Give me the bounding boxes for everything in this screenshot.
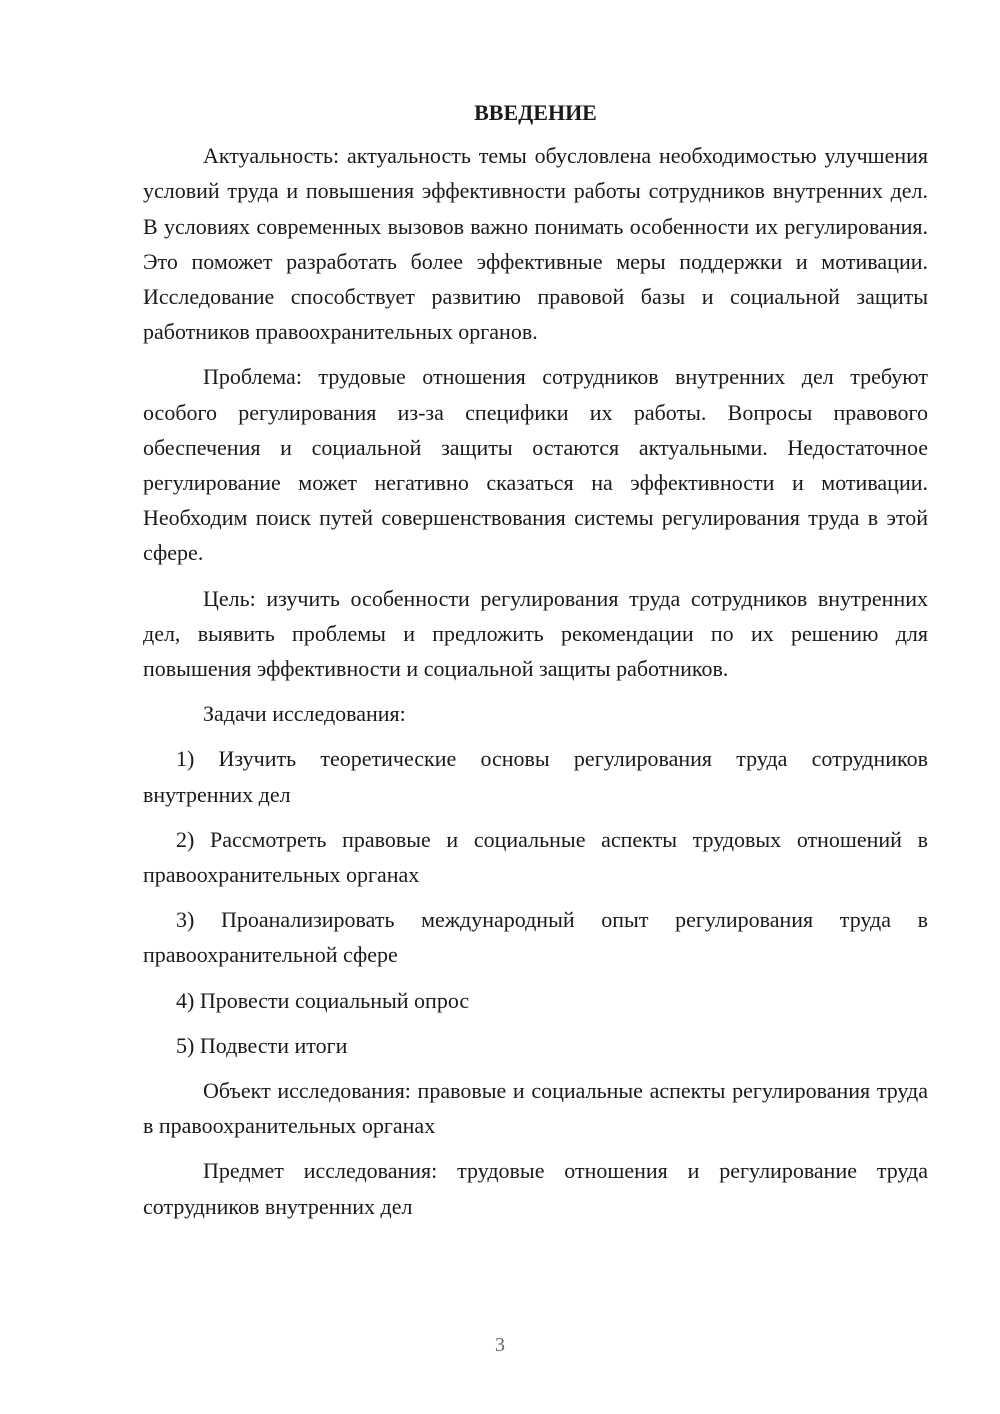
paragraph-problem: Проблема: трудовые отношения сотрудников внутренних дел требуют особого регулирования из-за специфики их работы. Вопросы правового обеспечения и социальной защиты остаются актуальными. Недостаточное регулирование может негативно сказаться на эффективности и мотивации. Необходим поиск путей совершенствования системы регулирования труда в этой сфере. bbox=[143, 364, 928, 566]
task-item-1: 1) Изучить теоретические основы регулирования труда сотрудников внутренних дел bbox=[143, 746, 928, 807]
task-item-5: 5) Подвести итоги bbox=[176, 1032, 348, 1058]
paragraph-object: Объект исследования: правовые и социальные аспекты регулирования труда в правоохранительных органах bbox=[143, 1078, 928, 1139]
page-number: 3 bbox=[495, 1334, 505, 1356]
paragraph-relevance: Актуальность: актуальность темы обусловлена необходимостью улучшения условий труда и повышения эффективности работы сотрудников внутренних дел. В условиях современных вызовов важно понимать особенности их регулирования. Это поможет разработать более эффективные меры поддержки и мотивации. Исследование способствует развитию правовой базы и социальной защиты работников правоохранительных органов. bbox=[143, 143, 928, 345]
paragraph-goal: Цель: изучить особенности регулирования труда сотрудников внутренних дел, выявить проблемы и предложить рекомендации по их решению для повышения эффективности и социальной защиты работников. bbox=[143, 585, 928, 682]
task-item-2: 2) Рассмотреть правовые и социальные аспекты трудовых отношений в правоохранительных органах bbox=[143, 826, 928, 888]
tasks-heading: Задачи исследования: bbox=[203, 701, 406, 727]
paragraph-subject: Предмет исследования: трудовые отношения и регулирование труда сотрудников внутренних дел bbox=[143, 1158, 928, 1219]
task-item-3: 3) Проанализировать международный опыт регулирования труда в правоохранительной сфере bbox=[143, 907, 928, 968]
section-title: ВВЕДЕНИЕ bbox=[474, 100, 597, 125]
page-content bbox=[143, 95, 928, 1234]
task-item-4: 4) Провести социальный опрос bbox=[176, 987, 470, 1013]
